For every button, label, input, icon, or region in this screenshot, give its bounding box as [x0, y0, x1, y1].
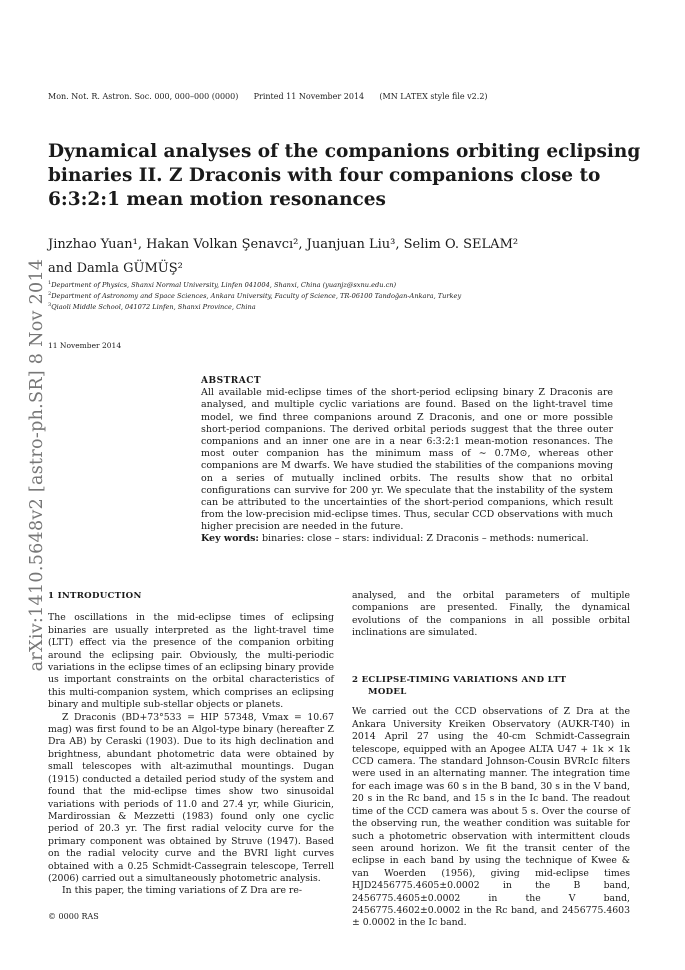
keywords-text: binaries: close – stars: individual: Z Draconis – methods: numerical.: [261, 533, 589, 544]
section-1-heading: 1 INTRODUCTION: [48, 591, 142, 601]
received-date: 11 November 2014: [48, 341, 122, 350]
abstract-text: All available mid-eclipse times of the short-period eclipsing binary Z Draconis are analysed, and multiple cyclic variations are found. Based on the light-travel time model, we find three companions around Z Draconis, and one or more possible short-period companions. The derived orbital periods suggest that the three outer companions and an inner one are in a near 6:3:2:1 mean-motion resonances. The most outer companion has the minimum mass of ∼ 0.7M⊙, whereas other companions are M dwarfs. We have studied the stabilities of the companions moving on a series of mutually inclined orbits. The results show that no orbital configurations can survive for 200 yr. We speculate that the instability of the system can be attributed to the uncertainties of the short-period companions, which result from the low-precision mid-eclipse times. Thus, secular CCD observations with much higher precision are needed in the future.: [201, 387, 613, 533]
affiliation-3: $^3$Qiaoli Middle School, 041072 Linfen, Shanxi Province, China: [48, 302, 256, 312]
affiliation-2: $^2$Department of Astronomy and Space Sciences, Ankara University, Faculty of Science, TR-06100 Tandoğan-Ankara, Turkey: [48, 291, 462, 301]
journal-header: [48, 92, 488, 101]
section-2-paragraph-1: We carried out the CCD observations of Z Dra at the Ankara University Kreiken Observatory (AUKR-T40) in 2014 April 27 using the 40-cm Schmidt-Cassegrain telescope, equipped with an Apogee ALTA U47 + 1k × 1k CCD camera. The standard Johnson-Cousin BVRcIc filters were used in an alternating manner. The integration time for each image was 60 s in the B band, 30 s in the V band, 20 s in the Rc band, and 15 s in the Ic band. The readout time of the CCD camera was about 5 s. Over the course of the observing run, the weather condition was suitable for such a photometric observation with intermittent clouds seen around horizon. We fit the transit center of the eclipse in each band by using the technique of Kwee & van Woerden (1956), giving mid-eclipse times HJD2456775.4605±0.0002 in the B band, 2456775.4605±0.0002 in the V band, 2456775.4602±0.0002 in the Rc band, and 2456775.4603 ± 0.0002 in the Ic band.: [352, 706, 630, 929]
section-2-heading-line-1: 2 ECLIPSE-TIMING VARIATIONS AND LTT: [352, 674, 567, 685]
left-column: [48, 590, 334, 898]
abstract-heading: ABSTRACT: [201, 376, 262, 386]
paper-title: Dynamical analyses of the companions orbiting eclipsing binaries II. Z Draconis with four companions close to 6:3:2:1 mean motion resonances: [48, 141, 641, 210]
author-list: [48, 233, 648, 281]
arxiv-identifier[interactable]: arXiv:1410.5648v2 [astro-ph.SR] 8 Nov 2014: [27, 258, 47, 672]
keywords-label: Key words:: [201, 533, 259, 544]
copyright-footer: © 0000 RAS: [48, 912, 99, 921]
section-2-heading: [352, 674, 630, 699]
intro-paragraph-1: The oscillations in the mid-eclipse times of eclipsing binaries are usually interpreted as the light-travel time (LTT) effect via the presence of the companion orbiting around the eclipsing pair. Obviously, the multi-periodic variations in the eclipse times of an eclipsing binary provide us important constraints on the orbital characteristics of this multi-companion system, which comprises an eclipsing binary and multiple sub-stellar objects or planets.: [48, 612, 334, 711]
authors-line-1: Jinzhao Yuan¹, Hakan Volkan Şenavcı², Juanjuan Liu³, Selim O. SELAM²: [48, 237, 519, 252]
intro-continuation: analysed, and the orbital parameters of multiple companions are presented. Finally, the dynamical evolutions of the companions in all possible orbital inclinations are simulated.: [352, 590, 630, 639]
authors-line-2: and Damla GÜMÜŞ²: [48, 261, 183, 276]
intro-paragraph-3: In this paper, the timing variations of Z Dra are re-: [62, 885, 303, 897]
keywords: [201, 533, 621, 544]
journal-citation: Mon. Not. R. Astron. Soc. 000, 000–000 (0000): [48, 92, 239, 101]
abstract: [201, 375, 613, 534]
printed-date: Printed 11 November 2014: [253, 92, 365, 101]
intro-paragraph-2: Z Draconis (BD+73°533 = HIP 57348, Vmax = 10.67 mag) was first found to be an Algol-type binary (hereafter Z Dra AB) by Ceraski (1903). Due to its high declination and brightness, abundant photometric data were obtained by small telescopes with alt-azimuthal mountings. Dugan (1915) conducted a detailed period study of the system and found that the mid-eclipse times show two sinusoidal variations with periods of 11.0 and 27.4 yr, while Giuricin, Mardirossian & Mezzetti (1983) found only one cyclic period of 20.3 yr. The first radial velocity curve for the primary component was obtained by Struve (1947). Based on the radial velocity curve and the BVRI light curves obtained with a 0.25 Schmidt-Cassegrain telescope, Terrell (2006) carried out a simultaneously photometric analysis.: [48, 711, 334, 884]
right-column: [352, 590, 630, 930]
style-file: (MN LATEX style file v2.2): [379, 92, 488, 101]
section-2-heading-line-2: MODEL: [368, 687, 407, 698]
affiliation-1: $^1$Department of Physics, Shanxi Normal University, Linfen 041004, Shanxi, China (yuanjz@sxnu.edu.cn): [48, 280, 397, 290]
